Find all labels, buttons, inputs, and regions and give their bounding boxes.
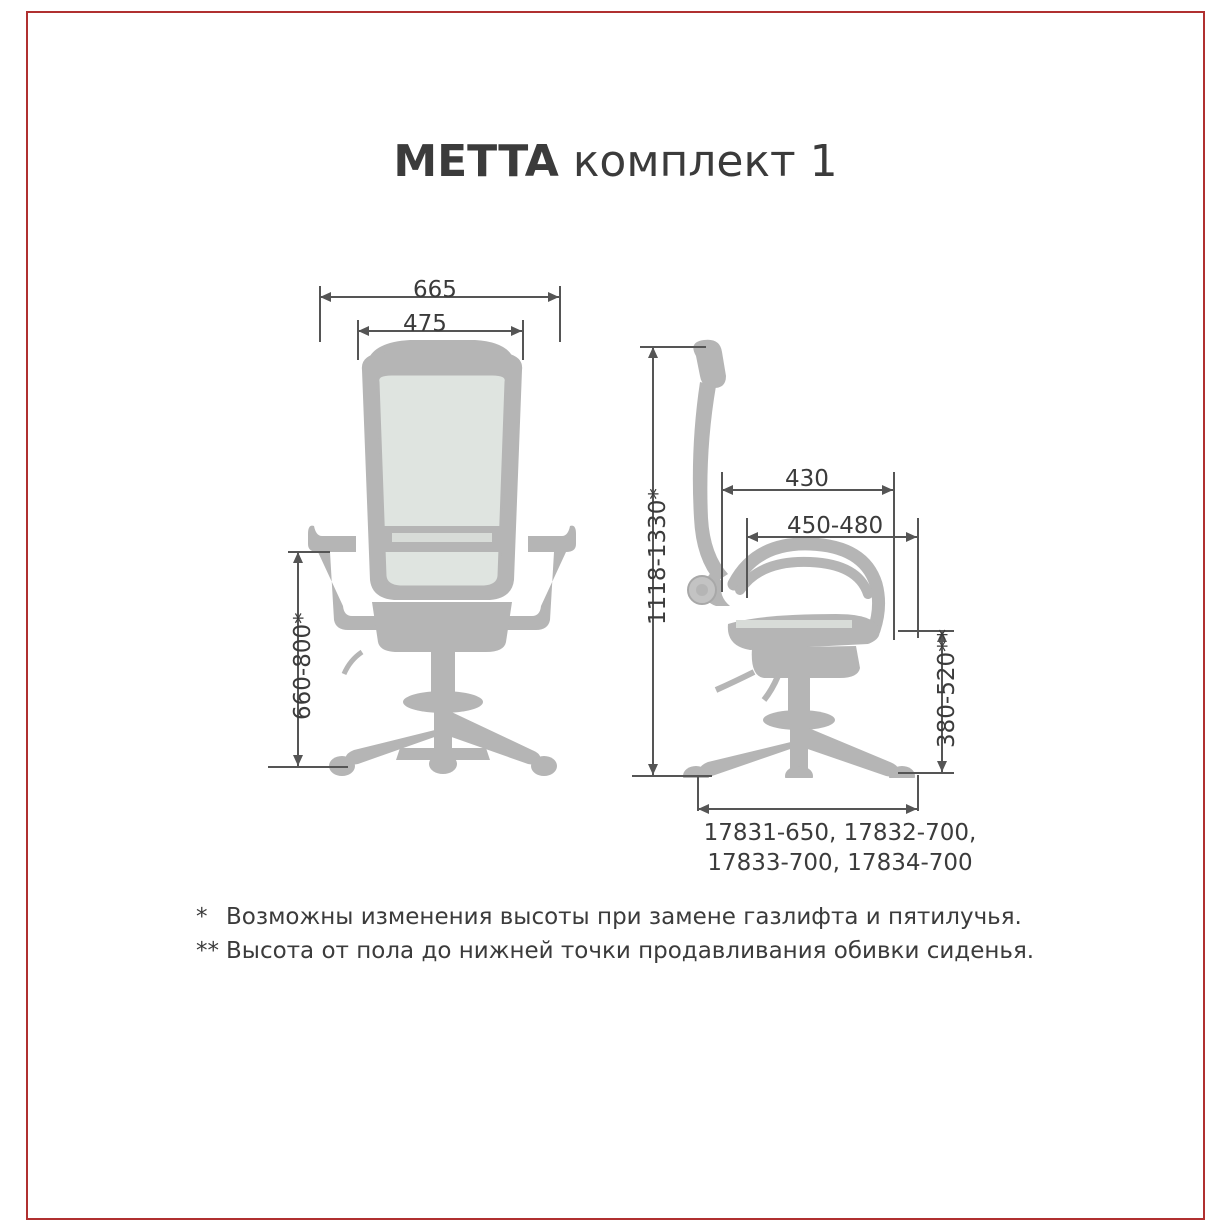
- dim-label-475: 475: [403, 311, 447, 337]
- arrow-1118-top: [648, 347, 658, 358]
- ext-line-660-bottom: [268, 766, 348, 768]
- ext-line-380-bottom: [898, 772, 954, 774]
- arrow-475-left: [358, 326, 369, 336]
- arrow-660-top: [293, 552, 303, 563]
- front-view-chair: [300, 330, 590, 780]
- dim-line-base-width: [697, 808, 917, 810]
- arrow-380-bottom: [937, 761, 947, 772]
- ext-line-430-right: [893, 472, 895, 640]
- dim-label-665: 665: [413, 277, 457, 303]
- footnote-text: Высота от пола до нижней точки продавливания обивки сиденья.: [226, 938, 1035, 964]
- side-view-chair: [660, 338, 940, 778]
- footnotes: [196, 900, 1096, 968]
- arrow-base-left: [698, 804, 709, 814]
- arrow-665-left: [320, 292, 331, 302]
- footnote-text: Возможны изменения высоты при замене газлифта и пятилучья.: [226, 904, 1022, 930]
- arrow-430-right: [882, 485, 893, 495]
- ext-line-450-left: [746, 518, 748, 598]
- dim-label-1118-1330: 1118-1330*: [645, 488, 671, 625]
- dim-label-450-480: 450-480: [787, 513, 884, 539]
- model-codes: [640, 818, 1040, 878]
- ext-line-475-right: [522, 320, 524, 360]
- side-view-svg: [660, 338, 940, 778]
- ext-line-450-right: [917, 518, 919, 638]
- ext-line-665-right: [559, 286, 561, 342]
- arrow-430-left: [722, 485, 733, 495]
- title-brand: METTA: [393, 136, 559, 187]
- arrow-475-right: [511, 326, 522, 336]
- footnote-row: [196, 934, 1096, 968]
- page-title: [0, 136, 1231, 187]
- arrow-1118-bottom: [648, 764, 658, 775]
- dim-label-430: 430: [785, 466, 829, 492]
- page-border: [26, 11, 1205, 1220]
- arrow-660-bottom: [293, 755, 303, 766]
- dim-label-660-800: 660-800*: [290, 612, 316, 720]
- arrow-450-right: [906, 532, 917, 542]
- ext-line-1118-bottom: [632, 775, 712, 777]
- arrow-base-right: [906, 804, 917, 814]
- arrow-665-right: [548, 292, 559, 302]
- ext-line-base-right: [917, 775, 919, 811]
- front-view-svg: [300, 330, 590, 780]
- footnote-row: [196, 900, 1096, 934]
- model-codes-line-2: 17833-700, 17834-700: [707, 850, 973, 876]
- footnote-mark: **: [196, 938, 219, 964]
- title-rest: комплект 1: [558, 136, 838, 187]
- footnote-mark: *: [196, 904, 208, 930]
- arrow-450-left: [747, 532, 758, 542]
- dim-label-380-520: 380-520**: [934, 628, 960, 748]
- model-codes-line-1: 17831-650, 17832-700,: [703, 820, 977, 846]
